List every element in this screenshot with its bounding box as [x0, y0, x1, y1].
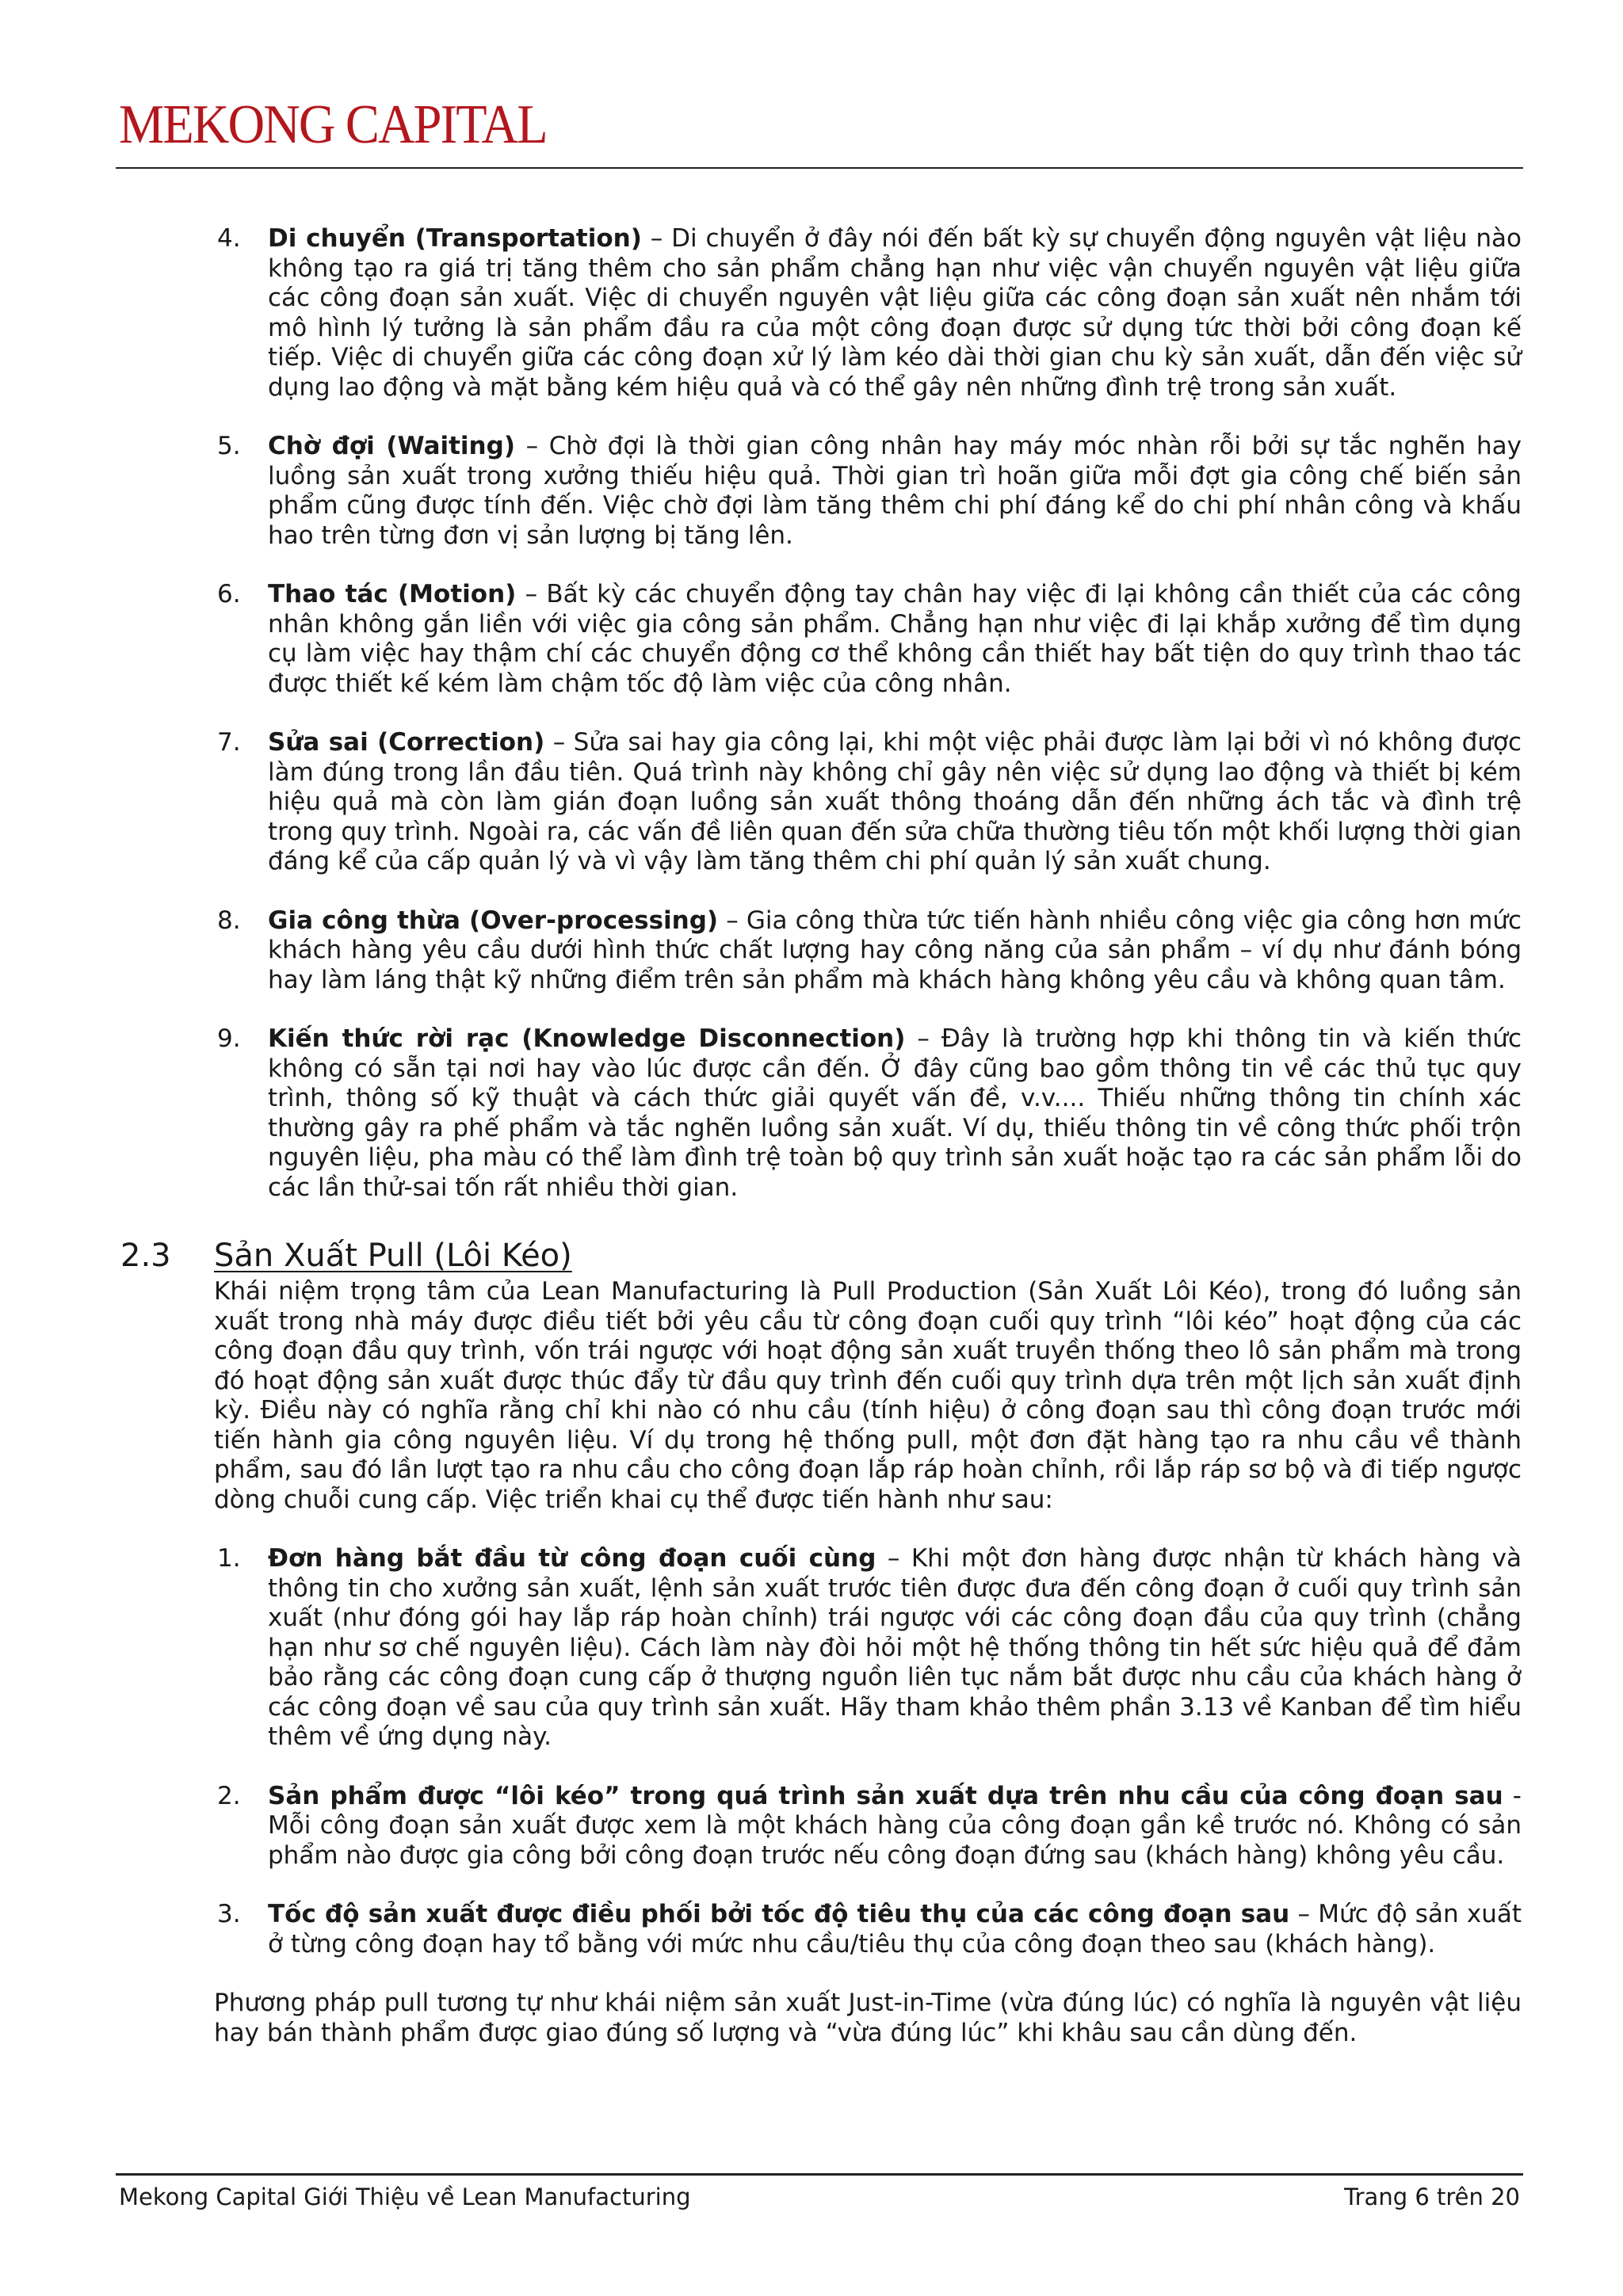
list-item [214, 1544, 1522, 1753]
company-logo: MEKONG CAPITAL [119, 94, 547, 155]
item-title: Kiến thức rời rạc (Knowledge Disconnection) [268, 1024, 906, 1053]
section-number: 2.3 [120, 1238, 171, 1274]
list-item [214, 224, 1522, 402]
item-text: - Mỗi công đoạn sản xuất được xem là một khách hàng của công đoạn gần kề trước nó. Không có sản phẩm nào được gia công bởi công đoạn trước nếu công đoạn đứng sau (khách hàng) không yêu cầu. [268, 1781, 1522, 1870]
item-text: – Khi một đơn hàng được nhận từ khách hàng và thông tin cho xưởng sản xuất, lệnh sản xuất trước tiên được đưa đến công đoạn ở cuối quy trình sản xuất (như đóng gói hay lắp ráp hoàn chỉnh) trái ngược với các công đoạn đầu của quy trình (chẳng hạn như sơ chế nguyên liệu). Cách làm này đòi hỏi một hệ thống thông tin hết sức hiệu quả để đảm bảo rằng các công đoạn cung cấp ở thượng nguồn liên tục nắm bắt được nhu cầu của khách hàng ở các công đoạn về sau của quy trình sản xuất. Hãy tham khảo thêm phần 3.13 về Kanban để tìm hiểu thêm về ứng dụng này. [268, 1544, 1522, 1751]
list-item [214, 1900, 1522, 1959]
item-title: Tốc độ sản xuất được điều phối bởi tốc độ tiêu thụ của các công đoạn sau [268, 1900, 1290, 1928]
footer-title: Mekong Capital Giới Thiệu về Lean Manufacturing [119, 2183, 691, 2210]
section-heading [120, 1234, 1522, 1277]
list-item [214, 728, 1522, 877]
item-text: – Di chuyển ở đây nói đến bất kỳ sự chuyển động nguyên vật liệu nào không tạo ra giá trị tăng thêm cho sản phẩm chẳng hạn như việc vận chuyển nguyên vật liệu giữa các công đoạn sản xuất. Việc di chuyển nguyên vật liệu giữa các công đoạn sản xuất nên nhắm tới mô hình lý tưởng là sản phẩm đầu ra của một công đoạn được sử dụng tức thời bởi công đoạn kế tiếp. Việc di chuyển giữa các công đoạn xử lý làm kéo dài thời gian chu kỳ sản xuất, dẫn đến việc sử dụng lao động và mặt bằng kém hiệu quả và có thể gây nên những đình trệ trong sản xuất. [268, 224, 1522, 402]
item-number: 2. [217, 1781, 241, 1810]
item-text: – Gia công thừa tức tiến hành nhiều công việc gia công hơn mức khách hàng yêu cầu dưới hình thức chất lượng hay công năng của sản phẩm – ví dụ như đánh bóng hay làm láng thật kỹ những điểm trên sản phẩm mà khách hàng không yêu cầu và không quan tâm. [268, 906, 1522, 994]
page-footer [119, 2183, 1520, 2211]
item-number: 4. [217, 224, 241, 253]
item-title: Chờ đợi (Waiting) [268, 432, 515, 460]
item-text: – Bất kỳ các chuyển động tay chân hay việc đi lại không cần thiết của các công nhân không gắn liền với việc gia công sản phẩm. Chẳng hạn như việc đi lại khắp xưởng để tìm dụng cụ làm việc hay thậm chí các chuyển động cơ thể không cần thiết hay bất tiện do quy trình thao tác được thiết kế kém làm chậm tốc độ làm việc của công nhân. [268, 580, 1522, 698]
item-title: Thao tác (Motion) [268, 580, 517, 608]
item-text: – Đây là trường hợp khi thông tin và kiến thức không có sẵn tại nơi hay vào lúc được cần đến. Ở đây cũng bao gồm thông tin về các thủ tục quy trình, thông số kỹ thuật và cách thức giải quyết vấn đề, v.v.... Thiếu những thông tin chính xác thường gây ra phế phẩm và tắc nghẽn luồng sản xuất. Ví dụ, thiếu thông tin về công thức phối trộn nguyên liệu, pha màu có thể làm đình trệ toàn bộ quy trình sản xuất hoặc tạo ra các sản phẩm lỗi do các lần thử-sai tốn rất nhiều thời gian. [268, 1024, 1522, 1202]
footer-divider [116, 2173, 1523, 2176]
section-intro: Khái niệm trọng tâm của Lean Manufacturing là Pull Production (Sản Xuất Lôi Kéo), trong đó luồng sản xuất trong nhà máy được điều tiết bởi yêu cầu từ công đoạn cuối quy trình “lôi kéo” hoạt động của các công đoạn đầu quy trình, vốn trái ngược với hoạt động sản xuất truyền thống theo lô sản phẩm mà trong đó hoạt động sản xuất được thúc đẩy từ đầu quy trình đến cuối quy trình dựa trên một lịch sản xuất định kỳ. Điều này có nghĩa rằng chỉ khi nào có nhu cầu (tính hiệu) ở công đoạn sau thì công đoạn trước mới tiến hành gia công nguyên liệu. Ví dụ trong hệ thống pull, một đơn đặt hàng tạo ra nhu cầu về thành phẩm, sau đó lần lượt tạo ra nhu cầu cho công đoạn lắp ráp hoàn chỉnh, rồi lắp ráp sơ bộ và đi tiếp ngược dòng chuỗi cung cấp. Việc triển khai cụ thể được tiến hành như sau: [214, 1277, 1522, 1514]
item-text: – Chờ đợi là thời gian công nhân hay máy móc nhàn rỗi bởi sự tắc nghẽn hay luồng sản xuất trong xưởng thiếu hiệu quả. Thời gian trì hoãn giữa mỗi đợt gia công chế biến sản phẩm cũng được tính đến. Việc chờ đợi làm tăng thêm chi phí đáng kể do chi phí nhân công và khấu hao trên từng đơn vị sản lượng bị tăng lên. [268, 432, 1522, 550]
item-number: 6. [217, 580, 241, 608]
item-text: – Sửa sai hay gia công lại, khi một việc phải được làm lại bởi vì nó không được làm đúng trong lần đầu tiên. Quá trình này không chỉ gây nên việc sử dụng lao động và thiết bị kém hiệu quả mà còn làm gián đoạn luồng sản xuất thông thoáng dẫn đến những ách tắc và đình trệ trong quy trình. Ngoài ra, các vấn đề liên quan đến sửa chữa thường tiêu tốn một khối lượng thời gian đáng kể của cấp quản lý và vì vậy làm tăng thêm chi phí quản lý sản xuất chung. [268, 728, 1522, 875]
list-item [214, 1782, 1522, 1871]
item-text: – Mức độ sản xuất ở từng công đoạn hay tổ bằng với mức nhu cầu/tiêu thụ của công đoạn theo sau (khách hàng). [268, 1900, 1522, 1958]
list-item [214, 906, 1522, 996]
page-number: Trang 6 trên 20 [1344, 2183, 1520, 2210]
section-closing: Phương pháp pull tương tự như khái niệm sản xuất Just-in-Time (vừa đúng lúc) có nghĩa là nguyên vật liệu hay bán thành phẩm được giao đúng số lượng và “vừa đúng lúc” khi khâu sau cần dùng đến. [214, 1989, 1522, 2047]
item-title: Đơn hàng bắt đầu từ công đoạn cuối cùng [268, 1544, 876, 1573]
item-title: Sản phẩm được “lôi kéo” trong quá trình sản xuất dựa trên nhu cầu của công đoạn sau [268, 1781, 1503, 1810]
list-item [214, 1024, 1522, 1203]
header-divider [116, 167, 1523, 169]
item-number: 1. [217, 1544, 241, 1573]
list-item [214, 580, 1522, 699]
pull-steps-list [214, 1544, 1522, 1959]
item-number: 9. [217, 1024, 241, 1053]
item-number: 7. [217, 728, 241, 757]
section-title: Sản Xuất Pull (Lôi Kéo) [214, 1238, 572, 1274]
page-content [120, 224, 1522, 2077]
item-title: Gia công thừa (Over-processing) [268, 906, 719, 935]
waste-list [214, 224, 1522, 1203]
item-title: Di chuyển (Transportation) [268, 224, 642, 253]
list-item [214, 432, 1522, 551]
item-number: 8. [217, 906, 241, 935]
item-number: 3. [217, 1900, 241, 1928]
item-title: Sửa sai (Correction) [268, 728, 545, 757]
item-number: 5. [217, 432, 241, 460]
